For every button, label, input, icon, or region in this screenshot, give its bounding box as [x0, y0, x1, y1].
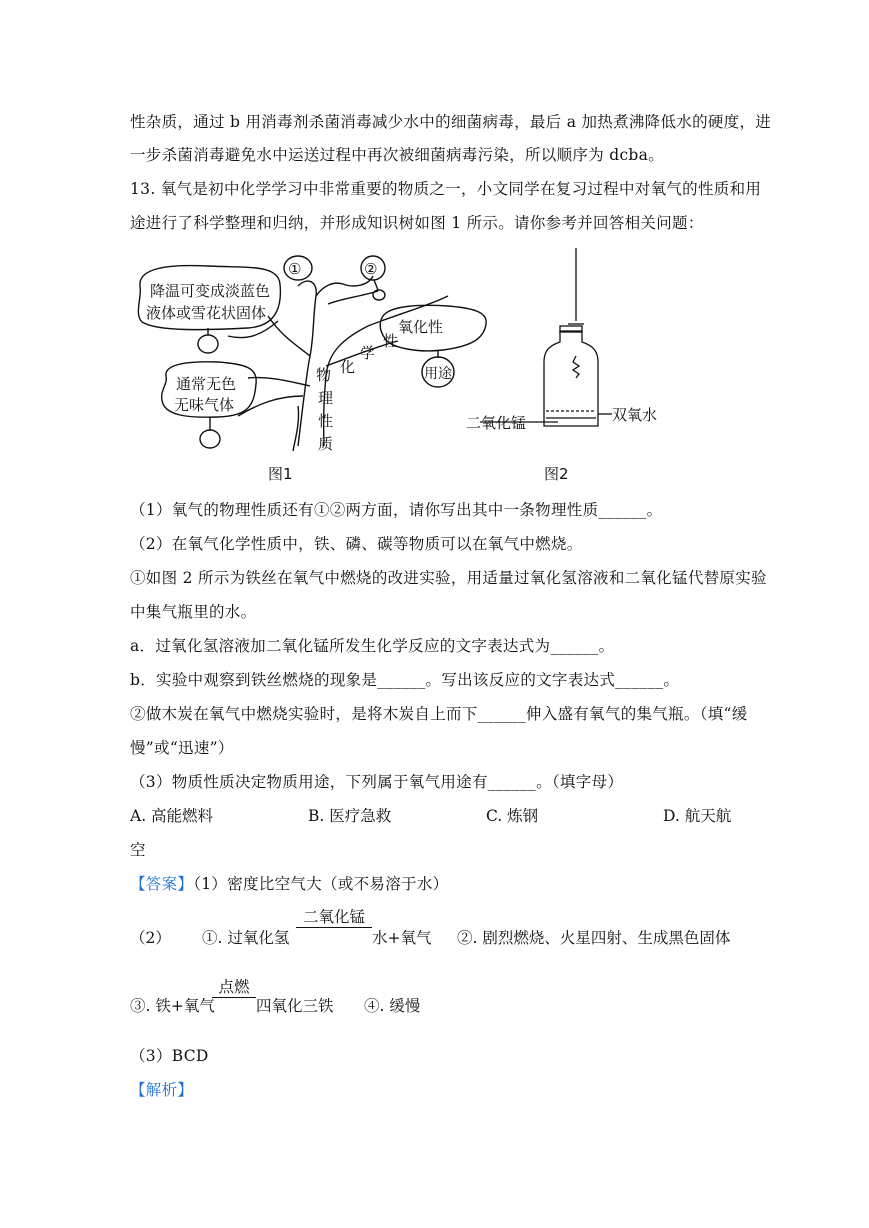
physical-2: 理 [318, 389, 334, 407]
answer-3: （3）BCD [130, 1047, 209, 1065]
answer-2-item3: ③. 铁+氧气 [130, 997, 215, 1015]
reaction-arrow-1 [296, 908, 372, 928]
caption-1: 图1 [268, 465, 293, 483]
chemical-3: 性 [383, 332, 399, 350]
sub-question-b: b．实验中观察到铁丝燃烧的现象是______。写出该反应的文字表达式______。 [130, 671, 680, 689]
answer-line-3 [130, 978, 730, 1018]
answer-2-product1: 水+氧气 [372, 929, 432, 947]
tree-trunk [228, 276, 448, 446]
box2-line1: 通常无色 [176, 375, 237, 393]
sub-question-2-1-line-2: 中集气瓶里的水。 [130, 603, 257, 621]
analysis-tag: 【解析】 [130, 1081, 194, 1099]
option-c: C. 炼钢 [486, 807, 539, 825]
option-a: A. 高能燃料 [130, 807, 214, 825]
circle2-label: ② [364, 260, 378, 278]
answer-line-2 [130, 908, 750, 952]
reaction-arrow-2 [212, 978, 256, 998]
line-1: 性杂质，通过 b 用消毒剂杀菌消毒减少水中的细菌病毒，最后 a 加热煮沸降低水的硬度，进 [130, 113, 772, 131]
physical-4: 质 [318, 435, 334, 453]
oxidation-label: 氧化性 [398, 318, 444, 336]
sub-question-2-2-line-2: 慢”或“迅速”） [130, 739, 234, 757]
circle1-label: ① [288, 260, 302, 278]
question-13-line-2: 途进行了科学整理和归纳，并形成知识树如图 1 所示。请你参考并回答相关问题： [130, 214, 704, 232]
box1-line2: 液体或雪花状固体 [146, 304, 267, 322]
answer-2-item4: ④. 缓慢 [364, 997, 421, 1015]
reaction-condition-2: 点燃 [218, 978, 250, 996]
sub-question-2: （2）在氧气化学性质中，铁、磷、碳等物质可以在氧气中燃烧。 [130, 535, 583, 553]
question-13-line-1: 13. 氧气是初中化学学习中非常重要的物质之一，小文同学在复习过程中对氧气的性质和用 [130, 180, 762, 198]
use-label: 用途 [424, 366, 452, 382]
sub-question-a: a．过氧化氢溶液加二氧化锰所发生化学反应的文字表达式为______。 [130, 637, 615, 655]
h2o2-label: 双氧水 [612, 406, 658, 424]
option-d: D. 航天航 [663, 807, 732, 825]
physical-3: 性 [318, 412, 334, 430]
answer-2-product3: 四氧化三铁 [256, 997, 334, 1015]
box2-line2: 无味气体 [174, 396, 235, 414]
caption-2: 图2 [544, 465, 569, 483]
answer-line-1 [130, 874, 448, 894]
chemical-2: 学 [360, 344, 376, 362]
chemical-1: 化 [340, 358, 356, 376]
box1-line1: 降温可变成淡蓝色 [150, 282, 271, 300]
sub-question-2-2-line-1: ②做木炭在氧气中燃烧实验时，是将木炭自上而下______伸入盛有氧气的集气瓶。（填“缓 [130, 705, 748, 723]
answer-1: （1）密度比空气大（或不易溶于水） [193, 875, 449, 893]
figure-knowledge-tree-and-apparatus [128, 246, 668, 491]
reaction-condition-1: 二氧化锰 [302, 908, 365, 926]
mno2-label: 二氧化锰 [466, 414, 527, 432]
line-2: 一步杀菌消毒避免水中运送过程中再次被细菌病毒污染，所以顺序为 dcba。 [130, 146, 664, 164]
option-b: B. 医疗急救 [308, 807, 392, 825]
answer-2-prefix: （2） [130, 929, 171, 947]
gas-bottle [480, 248, 612, 426]
option-d-wrap: 空 [130, 841, 146, 859]
answer-2-item1: ①. 过氧化氢 [202, 929, 290, 947]
sub-question-1: （1）氧气的物理性质还有①②两方面，请你写出其中一条物理性质______。 [130, 501, 663, 519]
sub-question-3: （3）物质性质决定物质用途，下列属于氧气用途有______。（填字母） [130, 773, 624, 791]
answer-tag: 【答案】 [130, 875, 194, 893]
answer-2-item2: ②. 剧烈燃烧、火星四射、生成黑色固体 [457, 929, 731, 947]
sub-question-2-1-line-1: ①如图 2 所示为铁丝在氧气中燃烧的改进实验，用适量过氧化氢溶液和二氧化锰代替原实验 [130, 569, 767, 587]
physical-1: 物 [316, 366, 332, 384]
